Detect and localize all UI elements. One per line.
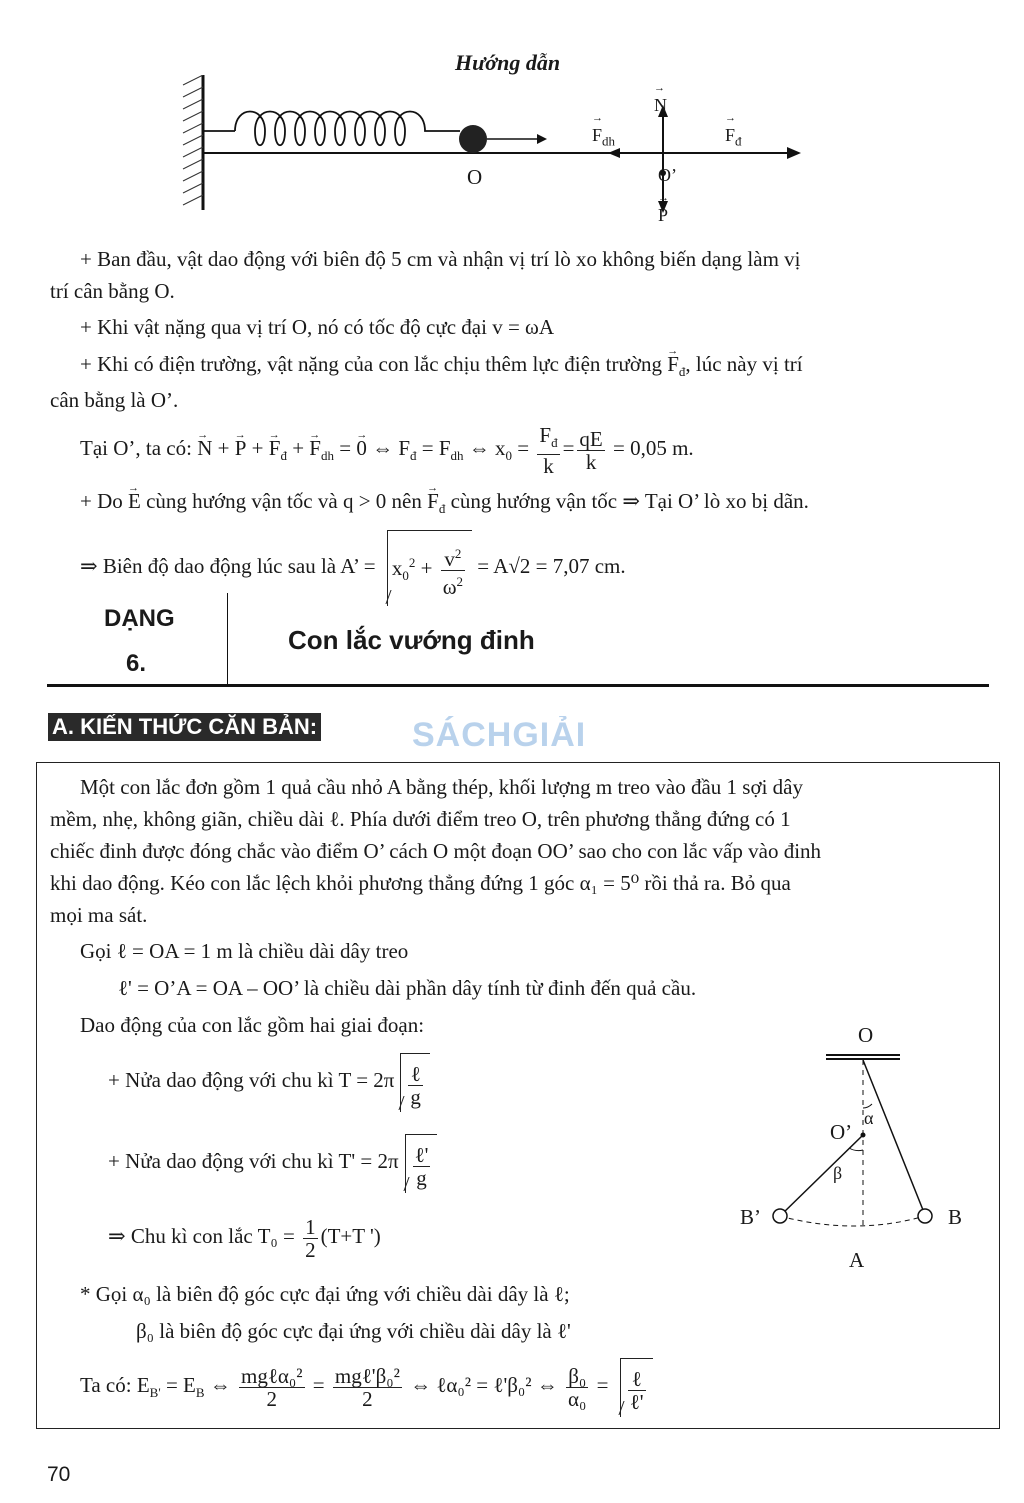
sol-p2: + Khi vật nặng qua vị trí O, nó có tốc độ cực đại v = ωA xyxy=(80,315,555,339)
pendulum-label-o-prime: O’ xyxy=(830,1120,853,1144)
label-fdh: → $F_{dh}$ xyxy=(592,125,615,150)
box-l8: Dao động của con lắc gồm hai giai đoạn: xyxy=(80,1013,425,1037)
heading-a: A. KIẾN THỨC CĂN BẢN: xyxy=(48,713,321,741)
sol-p1b: trí cân bằng O. xyxy=(50,279,175,303)
pendulum-label-a: A xyxy=(849,1248,865,1272)
box-l12: * Gọi α₀ là biên độ góc cực đại ứng với chiều dài dây là ℓ; xyxy=(80,1282,570,1306)
dang-label: DẠNG xyxy=(104,605,175,632)
pendulum-label-b: B xyxy=(948,1205,963,1229)
section-title: Con lắc vướng đinh xyxy=(288,625,535,655)
box-l6: Gọi ℓ = OA = 1 m là chiều dài dây treo xyxy=(80,939,409,963)
box-l3: chiếc đinh được đóng chắc vào điểm O’ cách O một đoạn OO’ sao cho con lắc vấp vào đinh xyxy=(50,839,822,863)
section-divider xyxy=(227,593,228,685)
sol-p1a: + Ban đầu, vật dao động với biên độ 5 cm và nhận vị trí lò xo không biến dạng làm vị xyxy=(80,247,801,271)
box-l10: + Nửa dao động với chu kì T' = 2π $\frac{\text{ℓ'}}{g}$ xyxy=(108,1133,437,1193)
label-o: O xyxy=(467,165,483,189)
section-rule xyxy=(47,684,989,687)
watermark: SÁCHGIẢI xyxy=(412,716,587,754)
box-l2: mềm, nhẹ, không giãn, chiều dài ℓ. Phía dưới điểm treo O, trên phương thẳng đứng có 1 xyxy=(50,807,791,831)
box-l5: mọi ma sát. xyxy=(50,903,148,927)
pendulum-label-alpha: α xyxy=(864,1108,874,1128)
box-l7: ℓ' = O’A = OA – OO’ là chiều dài phần dây tính từ đinh đến quả cầu. xyxy=(118,976,697,1000)
label-n: → N xyxy=(654,95,667,116)
sol-eq1: Tại O’, ta có: → N + → P + → $F_đ$ + → $F_{dh}$ = → 0 ⇔ $F_đ = F_{dh}$ ⇔ $x_0$ = $\frac{F_đ}{k}$ = $\frac{qE}{k}$ = 0,05 m. xyxy=(80,420,694,484)
spring-diagram xyxy=(175,75,815,235)
box-l11: ⇒ Chu kì con lắc T₀ = $\frac{1}{2}$ (T+T ') xyxy=(108,1214,381,1262)
page-number: 70 xyxy=(47,1463,71,1486)
box-l9: + Nửa dao động với chu kì T = 2π $\frac{\text{ℓ}}{g}$ xyxy=(108,1052,430,1112)
pendulum-label-o: O xyxy=(858,1023,874,1047)
box-l4: khi dao động. Kéo con lắc lệch khỏi phương thẳng đứng 1 góc α₁ = 5⁰ rồi thả ra. Bỏ qua xyxy=(50,871,791,895)
dang-number: 6. xyxy=(126,650,147,677)
label-o-prime: O’ xyxy=(658,165,677,185)
box-l14: Ta có: $E_{B'} = E_B$ ⇔ $\frac{\text{mgℓα₀²}}{2}$ = $\frac{\text{mgℓ'β₀²}}{2}$ ⇔ ℓα₀² = ℓ'β₀² ⇔ $\frac{\text{β₀}}{\text{α₀}}$ = $\frac{\text{ℓ}}{\text{ℓ'}}$ xyxy=(80,1357,653,1421)
sol-p3a: + Khi có điện trường, vật nặng của con lắc chịu thêm lực điện trường → $F_đ$, lúc này vị trí xyxy=(80,350,803,386)
box-l13: β₀ là biên độ góc cực đại ứng với chiều dài dây là ℓ' xyxy=(136,1319,571,1343)
pendulum-label-beta: β xyxy=(833,1163,843,1183)
sol-p5: ⇒ Biên độ dao động lúc sau là A’ = $x_0^2$ + $\frac{v^2}{\omega^2}$ = A√2 = 7,07 cm. xyxy=(80,530,626,606)
guide-title: Hướng dẫn xyxy=(455,50,561,75)
sol-p4: + Do → E cùng hướng vận tốc và q > 0 nên → $F_đ$ cùng hướng vận tốc ⇒ Tại O’ lò xo bị dãn. xyxy=(80,487,809,523)
label-fd: → $F_đ$ xyxy=(725,125,742,150)
label-p: → P xyxy=(658,205,668,226)
box-l1: Một con lắc đơn gồm 1 quả cầu nhỏ A bằng thép, khối lượng m treo vào đầu 1 sợi dây xyxy=(80,775,803,799)
sol-p3b: cân bằng là O’. xyxy=(50,388,179,412)
pendulum-diagram xyxy=(760,1040,980,1240)
pendulum-label-b-prime: B’ xyxy=(740,1205,761,1229)
